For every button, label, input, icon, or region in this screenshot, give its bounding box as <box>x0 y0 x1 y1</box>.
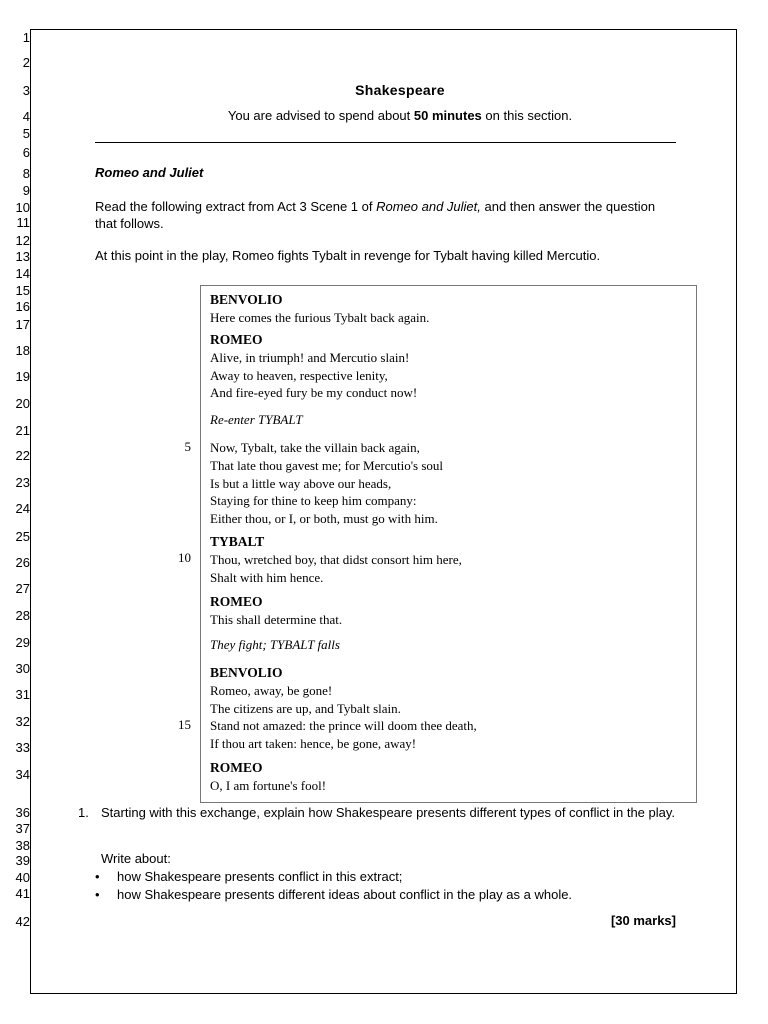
line-number: 37 <box>15 821 30 836</box>
page-title: Shakespeare <box>355 82 445 98</box>
verse-line: Stand not amazed: the prince will doom thee death, <box>210 718 477 734</box>
verse-line: Now, Tybalt, take the villain back again, <box>210 440 420 455</box>
line-number: 18 <box>15 343 30 358</box>
line-number: 32 <box>15 714 30 729</box>
line-number: 14 <box>15 266 30 281</box>
verse-line: That late thou gavest me; for Mercutio's soul <box>210 457 444 473</box>
verse-line: If thou art taken: hence, be gone, away! <box>210 736 417 752</box>
line-number: 25 <box>15 529 30 544</box>
line-number: 16 <box>15 299 30 314</box>
line-number: 33 <box>15 740 30 755</box>
speaker-name: BENVOLIO <box>210 292 283 307</box>
line-number: 39 <box>15 853 30 868</box>
speaker-name: ROMEO <box>210 760 263 775</box>
speech-block <box>210 331 417 402</box>
line-number: 38 <box>15 838 30 853</box>
line-number: 28 <box>15 608 30 623</box>
advice-text-start: You are advised to spend about <box>227 108 414 123</box>
line-number: 41 <box>15 886 30 901</box>
line-number: 5 <box>22 126 30 141</box>
stage-direction <box>210 636 340 654</box>
speech-block <box>210 439 443 528</box>
line-number: 12 <box>15 233 30 248</box>
line-number: 42 <box>15 914 30 929</box>
line-number: 26 <box>15 555 30 570</box>
speaker-name: ROMEO <box>210 594 263 609</box>
list-item <box>95 886 572 904</box>
verse-line: Away to heaven, respective lenity, <box>210 367 388 383</box>
line-number: 23 <box>15 475 30 490</box>
question-text: Starting with this exchange, explain how Shakespeare presents different types of conflict in the play. <box>101 805 676 820</box>
speech-block <box>210 291 429 327</box>
marks-label: [30 marks] <box>610 913 676 928</box>
line-number: 3 <box>22 83 30 98</box>
speech-block <box>210 759 326 795</box>
speech-block <box>210 664 477 753</box>
verse-line: Staying for thine to keep him company: <box>210 493 417 509</box>
speech-block <box>210 533 462 586</box>
advice-time: 50 minutes <box>413 108 482 123</box>
line-number: 19 <box>15 369 30 384</box>
bullet-icon: • <box>95 886 100 902</box>
intro-text-end: and then answer the question that follows. <box>95 199 656 231</box>
verse-line: Thou, wretched boy, that didst consort him here, <box>210 551 462 567</box>
verse-line: Romeo, away, be gone! <box>210 682 333 698</box>
horizontal-rule <box>95 142 676 143</box>
line-number: 24 <box>15 501 30 516</box>
line-number: 2 <box>22 55 30 70</box>
context-paragraph: At this point in the play, Romeo fights Tybalt in revenge for Tybalt having killed Mercutio. <box>95 248 601 263</box>
verse-line-number: 5 <box>184 439 191 454</box>
line-number: 15 <box>15 283 30 298</box>
verse-line: Here comes the furious Tybalt back again. <box>210 309 430 325</box>
verse-line: The citizens are up, and Tybalt slain. <box>210 700 401 716</box>
line-number: 40 <box>15 870 30 885</box>
line-number: 17 <box>15 317 30 332</box>
list-item <box>95 868 572 886</box>
advice-text-end: on this section. <box>481 108 573 123</box>
verse-line: And fire-eyed fury be my conduct now! <box>210 385 418 401</box>
verse-line: Shalt with him hence. <box>210 569 324 585</box>
intro-text-start: Read the following extract from Act 3 Scene 1 of <box>95 199 377 214</box>
line-number: 9 <box>22 183 30 198</box>
line-number: 20 <box>15 396 30 411</box>
line-number: 8 <box>22 166 30 181</box>
bullet-text: how Shakespeare presents different ideas about conflict in the play as a whole. <box>117 886 573 902</box>
line-number: 27 <box>15 581 30 596</box>
line-number: 34 <box>15 767 30 782</box>
line-number: 31 <box>15 687 30 702</box>
line-number: 30 <box>15 661 30 676</box>
speech-block <box>210 593 342 629</box>
speaker-name: ROMEO <box>210 332 263 347</box>
verse-line-number: 15 <box>178 717 191 732</box>
line-number: 6 <box>22 145 30 160</box>
verse-line: O, I am fortune's fool! <box>210 777 327 793</box>
stage-direction-text: They fight; TYBALT falls <box>210 637 340 652</box>
line-number: 4 <box>22 109 30 124</box>
line-number: 1 <box>22 30 30 45</box>
verse-line: Alive, in triumph! and Mercutio slain! <box>210 349 410 365</box>
section-title: Romeo and Juliet <box>95 165 204 180</box>
line-number: 13 <box>15 249 30 264</box>
bullet-text: how Shakespeare presents conflict in this extract; <box>117 869 403 884</box>
line-number: 29 <box>15 635 30 650</box>
intro-paragraph <box>95 198 675 232</box>
bullet-icon: • <box>95 869 100 884</box>
line-number: 10 <box>15 200 30 215</box>
verse-line: This shall determine that. <box>210 611 343 627</box>
intro-play-title: Romeo and Juliet, <box>376 199 481 214</box>
line-number: 22 <box>15 448 30 463</box>
verse-line: Is but a little way above our heads, <box>210 475 392 491</box>
bullet-list <box>95 868 572 903</box>
line-number: 21 <box>15 423 30 438</box>
write-about-label: Write about: <box>101 851 171 866</box>
stage-direction-text: Re-enter TYBALT <box>210 412 303 427</box>
time-advice <box>30 108 768 123</box>
verse-line-number: 10 <box>178 550 191 565</box>
line-number: 36 <box>15 805 30 820</box>
speaker-name: BENVOLIO <box>210 665 283 680</box>
speaker-name: TYBALT <box>210 534 265 549</box>
verse-line: Either thou, or I, or both, must go with him. <box>210 511 438 527</box>
question-number: 1. <box>78 805 89 820</box>
line-number: 11 <box>16 215 30 230</box>
stage-direction <box>210 411 303 429</box>
